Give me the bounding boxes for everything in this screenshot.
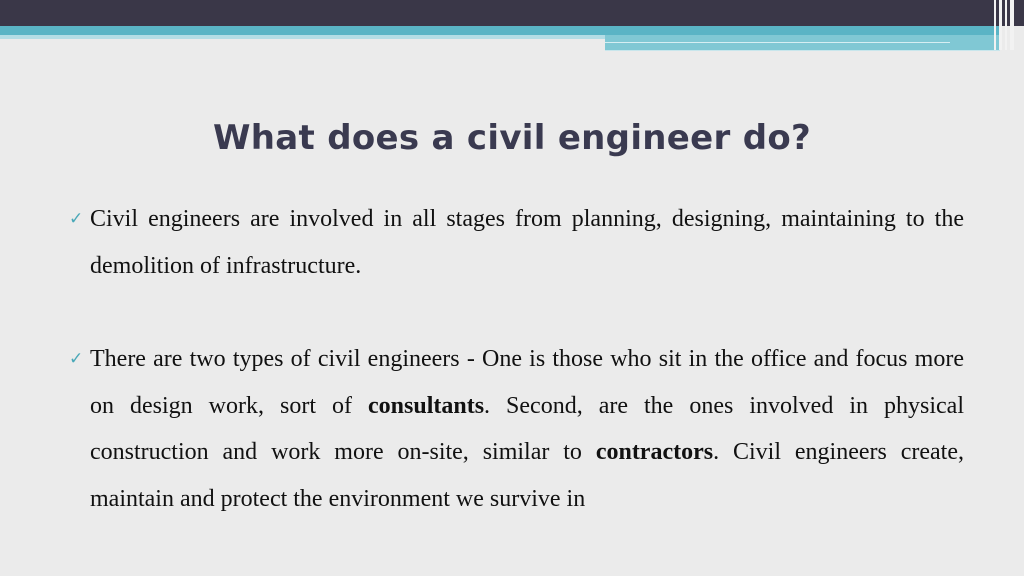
slide-title: What does a civil engineer do?	[212, 118, 812, 158]
check-icon: ✓	[69, 349, 84, 369]
bold-term-consultants: consultants	[368, 392, 485, 419]
accent-bar	[0, 26, 1000, 35]
bullet-item	[66, 196, 964, 289]
slide-body	[66, 196, 964, 522]
corner-stripes	[994, 0, 1024, 50]
accent-line	[605, 42, 950, 43]
bold-term-contractors: contractors	[595, 439, 714, 465]
accent-line	[605, 50, 1000, 51]
bullet-text: Civil engineers are involved in all stages from planning, designing, maintaining to the demolition of infrastructure.	[90, 206, 964, 279]
bullet-text: . Second, are the ones involved in physical construction and work more on-site, similar to	[90, 392, 964, 465]
bullet-text: There are two types of civil engineers - One is those who sit in the office and focus more on design work, sort of	[90, 346, 964, 419]
accent-bar-light	[0, 35, 605, 39]
bullet-text: . Civil engineers create, maintain and protect the environment we survive in	[90, 439, 964, 512]
top-bar	[0, 0, 1024, 26]
bullet-item	[66, 336, 964, 522]
check-icon: ✓	[69, 209, 84, 229]
